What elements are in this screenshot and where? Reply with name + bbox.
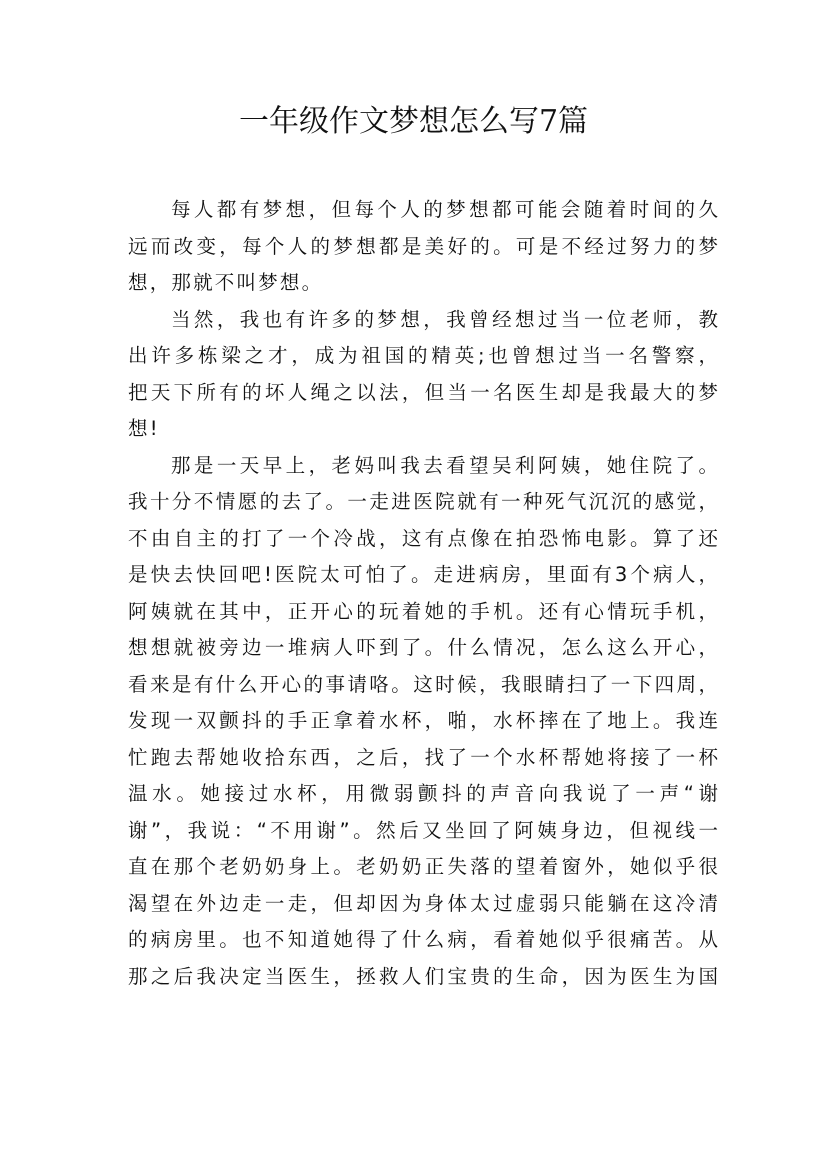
text-line: 的病房里。也不知道她得了什么病，看着她似乎很痛苦。从 — [128, 928, 718, 951]
text-line: 把天下所有的坏人绳之以法，但当一名医生却是我最大的梦 — [128, 380, 718, 404]
text-line: 想! — [128, 417, 160, 440]
text-line: 直在那个老奶奶身上。老奶奶正失落的望着窗外，她似乎很 — [128, 855, 718, 878]
paragraph-2 — [128, 302, 718, 448]
paragraph-1 — [128, 192, 718, 302]
text-line: 渴望在外边走一走，但却因为身体太过虚弱只能躺在这冷清 — [128, 891, 718, 915]
text-line: 看来是有什么开心的事请咯。这时候，我眼睛扫了一下四周， — [128, 672, 718, 696]
text-line: 那之后我决定当医生，拯救人们宝贵的生命，因为医生为国 — [128, 964, 718, 988]
text-line: 想，那就不叫梦想。 — [128, 271, 324, 294]
text-line: 是快去快回吧!医院太可怕了。走进病房，里面有3个病人， — [128, 563, 718, 586]
paragraph-3 — [128, 448, 718, 996]
page-title: 一年级作文梦想怎么写7篇 — [238, 104, 589, 139]
text-line: 阿姨就在其中，正开心的玩着她的手机。还有心情玩手机， — [128, 599, 718, 623]
text-line: 发现一双颤抖的手正拿着水杯，啪，水杯摔在了地上。我连 — [128, 709, 718, 732]
text-line: 远而改变，每个人的梦想都是美好的。可是不经过努力的梦 — [128, 234, 718, 258]
text-line: 那是一天早上，老妈叫我去看望吴利阿姨，她住院了。 — [171, 453, 718, 477]
text-line: 我十分不情愿的去了。一走进医院就有一种死气沉沉的感觉， — [128, 490, 718, 513]
text-line: 每人都有梦想，但每个人的梦想都可能会随着时间的久 — [171, 198, 718, 221]
text-line: 忙跑去帮她收拾东西，之后，找了一个水杯帮她将接了一杯 — [128, 745, 718, 769]
text-line: 想想就被旁边一堆病人吓到了。什么情况，怎么这么开心， — [128, 636, 718, 659]
article-body — [128, 192, 718, 995]
text-line: 谢”，我说：“不用谢”。然后又坐回了阿姨身边，但视线一 — [128, 818, 718, 842]
text-line: 温水。她接过水杯，用微弱颤抖的声音向我说了一声“谢 — [128, 782, 718, 805]
text-line: 不由自主的打了一个冷战，这有点像在拍恐怖电影。算了还 — [128, 526, 718, 550]
text-line: 出许多栋梁之才，成为祖国的精英;也曾想过当一名警察， — [128, 344, 718, 367]
text-line: 当然，我也有许多的梦想，我曾经想过当一位老师，教 — [171, 307, 718, 331]
